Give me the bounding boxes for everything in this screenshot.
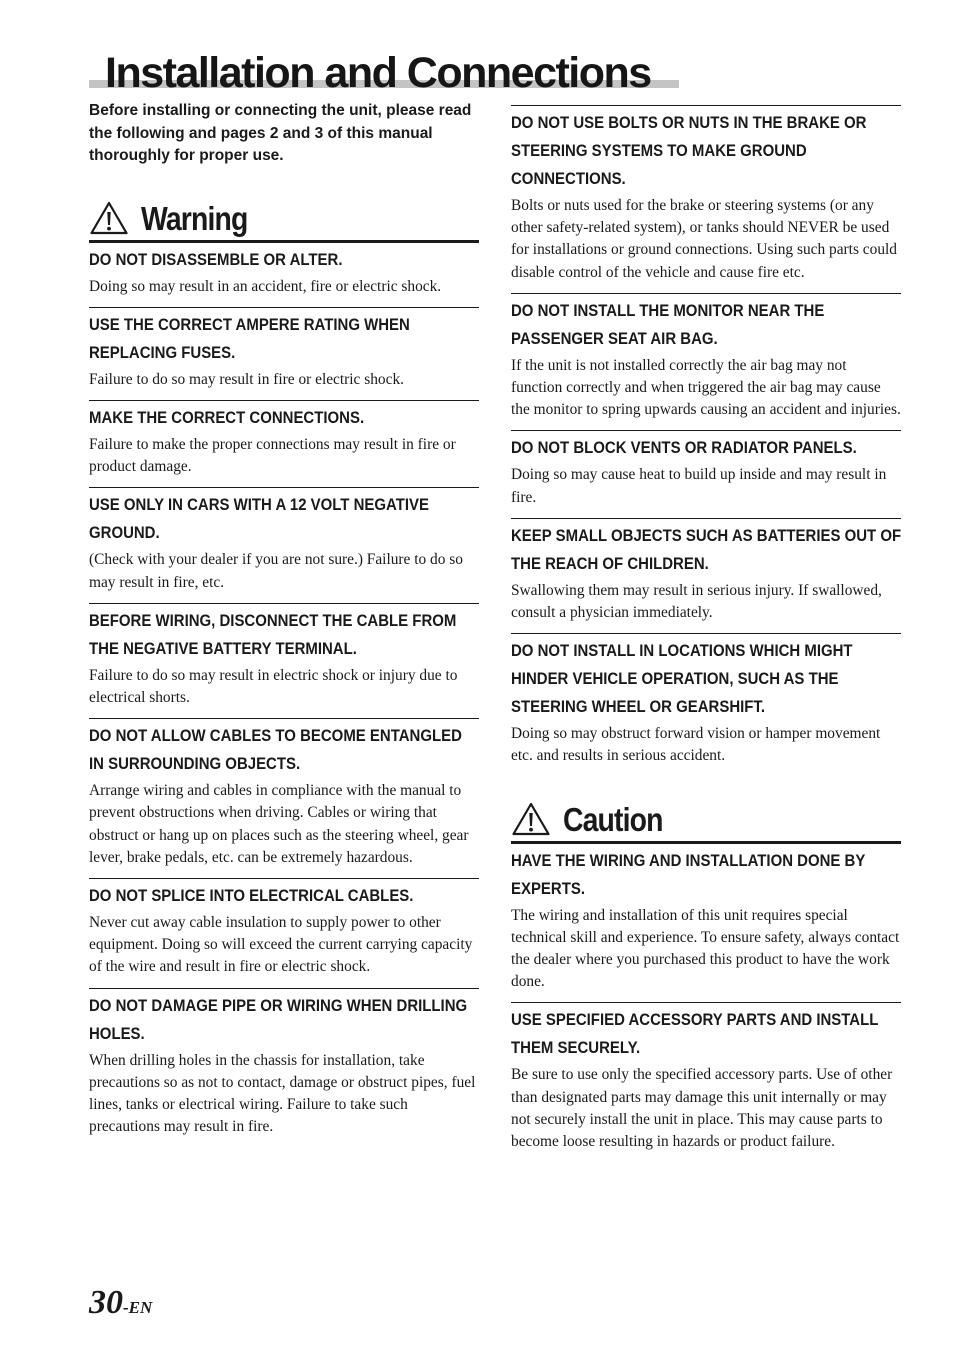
warning-item xyxy=(511,430,901,517)
warning-item xyxy=(89,400,479,487)
warning-item xyxy=(511,293,901,431)
warning-item xyxy=(89,878,479,988)
caution-item-body: Be sure to use only the specified accessory parts. Use of other than designated parts may damage this unit internally or may not securely install the unit in place. This may cause parts to become loose resulting in hazards or product failure. xyxy=(511,1066,893,1151)
warning-item-body: Never cut away cable insulation to supply power to other equipment. Doing so will exceed the current carrying capacity of the wire and result in fire or electric shock. xyxy=(89,913,473,976)
warning-item-heading: DO NOT INSTALL THE MONITOR NEAR THE PASSENGER SEAT AIR BAG. xyxy=(511,300,825,348)
warning-item xyxy=(89,718,479,878)
warning-item-body: When drilling holes in the chassis for installation, take precautions so as not to contact, damage or obstruct pipes, fuel lines, tanks or electrical wiring. Failure to take such precautions may result in fire. xyxy=(89,1051,476,1136)
warning-item-body: Failure to do so may result in electric shock or injury due to electrical shorts. xyxy=(89,666,458,706)
intro-text: Before installing or connecting the unit, please read the following and pages 2 and 3 of this manual thoroughly for proper use. xyxy=(89,102,472,164)
warning-section-heading xyxy=(89,196,479,243)
warning-item-heading: MAKE THE CORRECT CONNECTIONS. xyxy=(89,407,365,427)
warning-item xyxy=(89,603,479,718)
warning-item-heading: DO NOT INSTALL IN LOCATIONS WHICH MIGHT HINDER VEHICLE OPERATION, SUCH AS THE STEERING WHEEL OR GEARSHIFT. xyxy=(511,641,853,717)
page-title: Installation and Connections xyxy=(105,49,651,97)
caution-section-heading xyxy=(511,797,901,844)
warning-item-heading: BEFORE WIRING, DISCONNECT THE CABLE FROM THE NEGATIVE BATTERY TERMINAL. xyxy=(89,610,457,658)
right-column xyxy=(511,105,901,1162)
warning-item xyxy=(511,518,901,633)
caution-item xyxy=(511,844,901,1003)
warning-item-heading: DO NOT BLOCK VENTS OR RADIATOR PANELS. xyxy=(511,438,857,458)
warning-item-heading: DO NOT DISASSEMBLE OR ALTER. xyxy=(89,249,343,269)
caution-item-heading: USE SPECIFIED ACCESSORY PARTS AND INSTALL THEM SECURELY. xyxy=(511,1010,879,1058)
page-title-banner xyxy=(89,48,679,97)
warning-label: Warning xyxy=(141,199,248,237)
warning-item-heading: USE ONLY IN CARS WITH A 12 VOLT NEGATIVE GROUND. xyxy=(89,495,429,543)
warning-item-body: Bolts or nuts used for the brake or steering systems (or any other safety-related system), or tanks should NEVER be used for installations or ground connections. Using such parts could disable control of the vehicle and cause fire etc. xyxy=(511,197,897,281)
warning-item-body: Failure to make the proper connections may result in fire or product damage. xyxy=(89,435,456,476)
warning-item-body: Failure to do so may result in fire or electric shock. xyxy=(89,370,404,388)
warning-item xyxy=(511,105,901,293)
warning-item xyxy=(89,988,479,1148)
left-column xyxy=(89,100,479,1147)
warning-item xyxy=(89,487,479,602)
warning-item-body: If the unit is not installed correctly the air bag may not function correctly and when triggered the air bag may cause the monitor to spring upwards causing an accident and injuries. xyxy=(511,356,901,419)
caution-item xyxy=(511,1002,901,1162)
warning-item-heading: USE THE CORRECT AMPERE RATING WHEN REPLACING FUSES. xyxy=(89,314,410,362)
warning-item-body: Doing so may result in an accident, fire or electric shock. xyxy=(89,277,442,295)
warning-item-body: (Check with your dealer if you are not sure.) Failure to do so may result in fire, etc. xyxy=(89,551,463,591)
warning-item-heading: KEEP SMALL OBJECTS SUCH AS BATTERIES OUT OF THE REACH OF CHILDREN. xyxy=(511,525,902,573)
warning-item-heading: DO NOT DAMAGE PIPE OR WIRING WHEN DRILLING HOLES. xyxy=(89,995,468,1043)
warning-item xyxy=(89,243,479,307)
caution-item-body: The wiring and installation of this unit requires special technical skill and experience. To ensure safety, always contact the dealer where you purchased this product to have the work done. xyxy=(511,906,900,991)
caution-triangle-icon xyxy=(512,802,550,836)
warning-item-heading: DO NOT USE BOLTS OR NUTS IN THE BRAKE OR STEERING SYSTEMS TO MAKE GROUND CONNECTIONS. xyxy=(511,113,867,188)
warning-item-body: Swallowing them may result in serious injury. If swallowed, consult a physician immediately. xyxy=(511,581,882,622)
caution-label: Caution xyxy=(563,800,663,838)
page-number-value: 30 xyxy=(89,1284,123,1321)
warning-triangle-icon xyxy=(90,201,128,235)
page-number xyxy=(89,1284,152,1322)
warning-item xyxy=(89,307,479,400)
warning-item-body: Doing so may cause heat to build up inside and may result in fire. xyxy=(511,466,887,506)
warning-item-body: Arrange wiring and cables in compliance with the manual to prevent obstructions when driving. Cables or wiring that obstruct or hang up on places such as the steering wheel, gear lever, brake pedals, etc. can be extremely hazardous. xyxy=(89,782,469,866)
page-number-suffix: -EN xyxy=(123,1298,153,1317)
caution-item-heading: HAVE THE WIRING AND INSTALLATION DONE BY EXPERTS. xyxy=(511,850,866,898)
warning-item xyxy=(511,633,901,776)
warning-item-heading: DO NOT ALLOW CABLES TO BECOME ENTANGLED IN SURROUNDING OBJECTS. xyxy=(89,726,462,774)
warning-item-heading: DO NOT SPLICE INTO ELECTRICAL CABLES. xyxy=(89,885,414,905)
warning-item-body: Doing so may obstruct forward vision or hamper movement etc. and results in serious accident. xyxy=(511,725,881,765)
